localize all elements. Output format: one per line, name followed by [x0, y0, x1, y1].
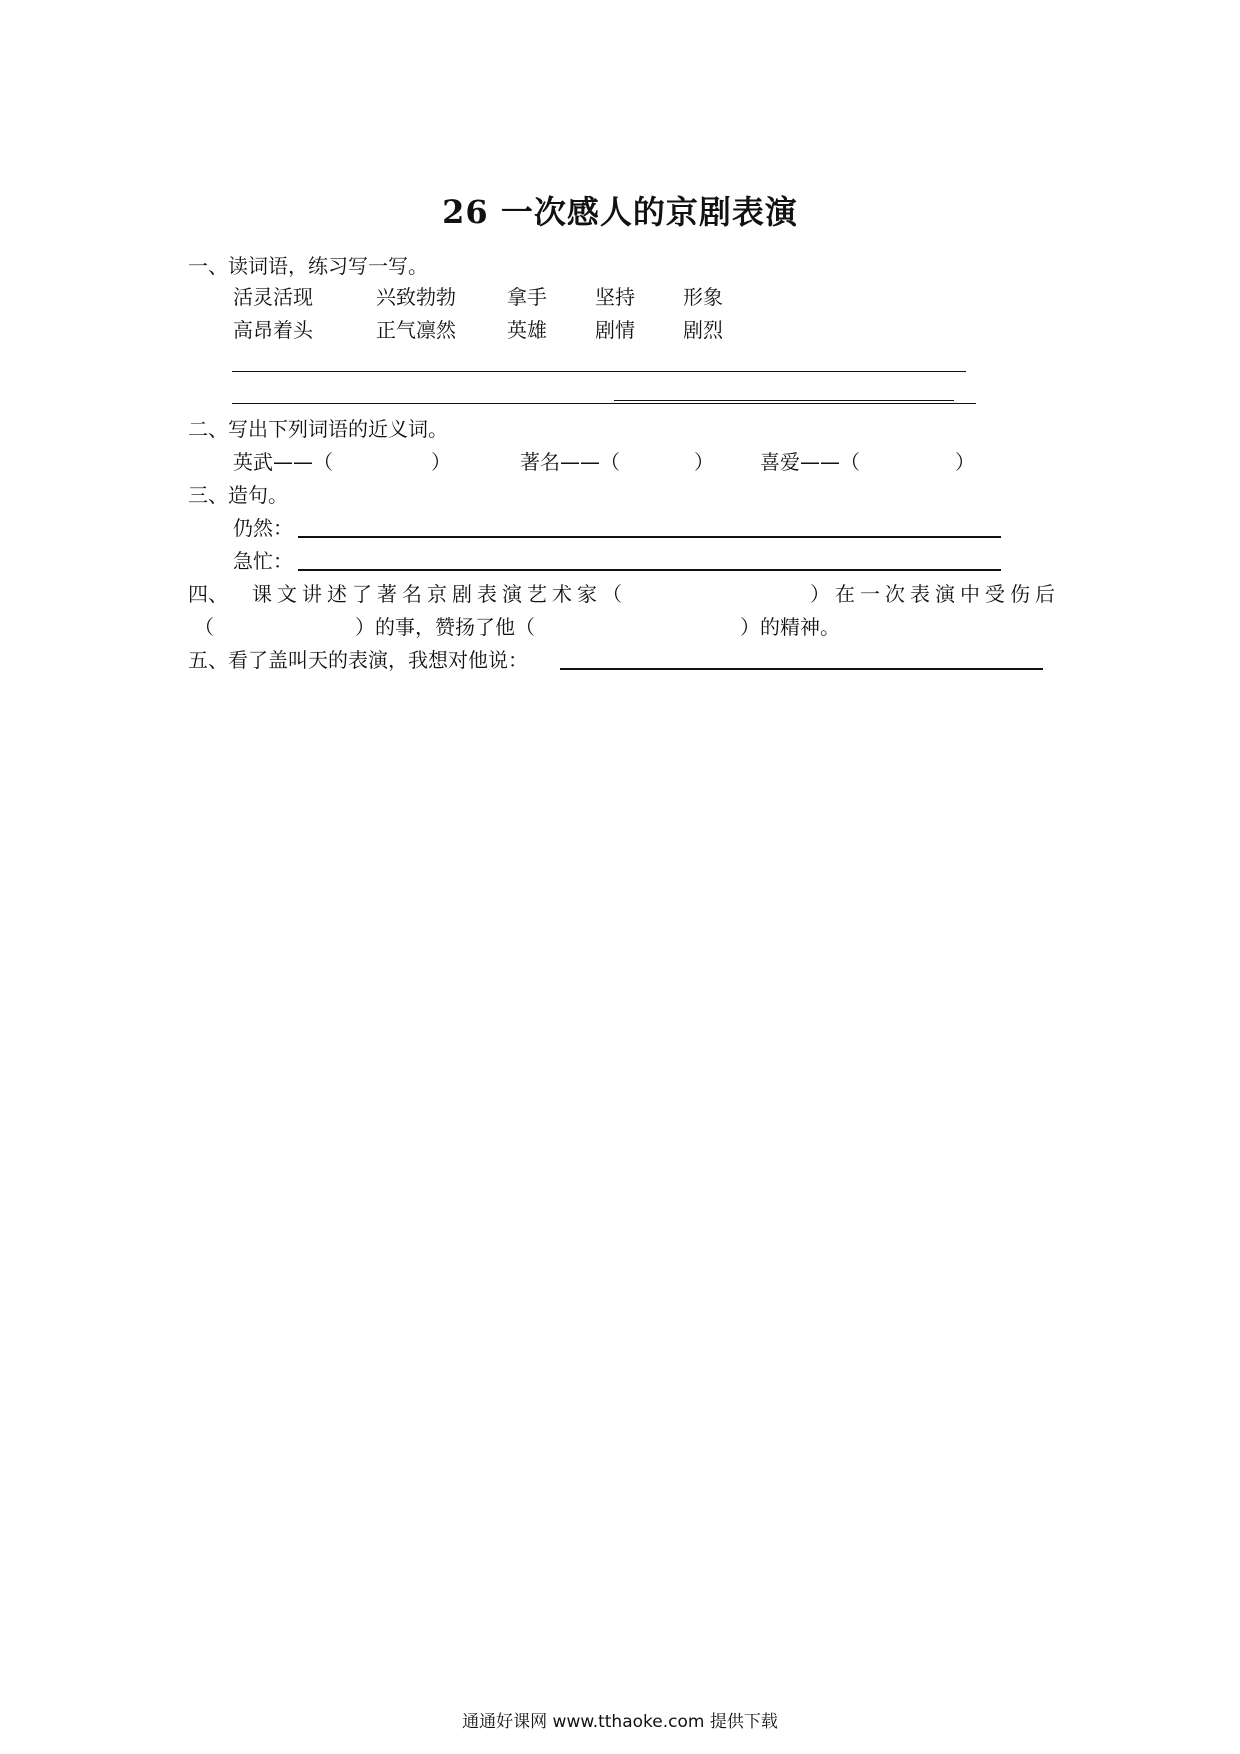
- section3-heading: 三、造句。: [188, 483, 288, 507]
- vocab-word: 拿手: [507, 285, 547, 309]
- section4-text: 课文讲述了著名京剧表演艺术家（: [252, 582, 627, 606]
- vocab-word: 形象: [683, 285, 723, 309]
- synonym-close-paren: ）: [431, 450, 451, 474]
- synonym-prompt: 喜爱——（: [760, 450, 860, 474]
- section2-heading: 二、写出下列词语的近义词。: [188, 417, 448, 441]
- vocab-word: 活灵活现: [233, 285, 313, 309]
- vocab-word: 高昂着头: [233, 318, 313, 342]
- writing-line[interactable]: [232, 371, 966, 372]
- section4-text: ）在一次表演中受伤后: [810, 582, 1060, 606]
- page-title: 26 一次感人的京剧表演: [442, 193, 798, 231]
- writing-line-overlap: [614, 400, 954, 401]
- section4-text: ）的精神。: [740, 615, 840, 639]
- synonym-prompt: 英武——（: [233, 450, 333, 474]
- section4-text: （: [194, 615, 214, 639]
- synonym-prompt: 著名——（: [520, 450, 620, 474]
- vocab-word: 兴致勃勃: [376, 285, 456, 309]
- section4-prefix: 四、: [188, 582, 228, 606]
- vocab-word: 坚持: [595, 285, 635, 309]
- writing-line[interactable]: [232, 403, 976, 404]
- section4-text: ）的事，赞扬了他（: [355, 615, 535, 639]
- footer-credit: 通通好课网 www.tthaoke.com 提供下载: [462, 1712, 778, 1732]
- vocab-word: 剧烈: [683, 318, 723, 342]
- section1-heading: 一、读词语，练习写一写。: [188, 254, 428, 278]
- sentence-word: 仍然：: [233, 516, 293, 540]
- vocab-word: 剧情: [595, 318, 635, 342]
- vocab-word: 英雄: [507, 318, 547, 342]
- vocab-word: 正气凛然: [376, 318, 456, 342]
- sentence-word: 急忙：: [233, 549, 293, 573]
- section5-text: 五、看了盖叫天的表演，我想对他说：: [188, 648, 528, 672]
- sentence-line[interactable]: [298, 536, 1001, 538]
- synonym-close-paren: ）: [955, 450, 975, 474]
- answer-line[interactable]: [560, 668, 1043, 670]
- synonym-close-paren: ）: [694, 450, 714, 474]
- sentence-line[interactable]: [298, 569, 1001, 571]
